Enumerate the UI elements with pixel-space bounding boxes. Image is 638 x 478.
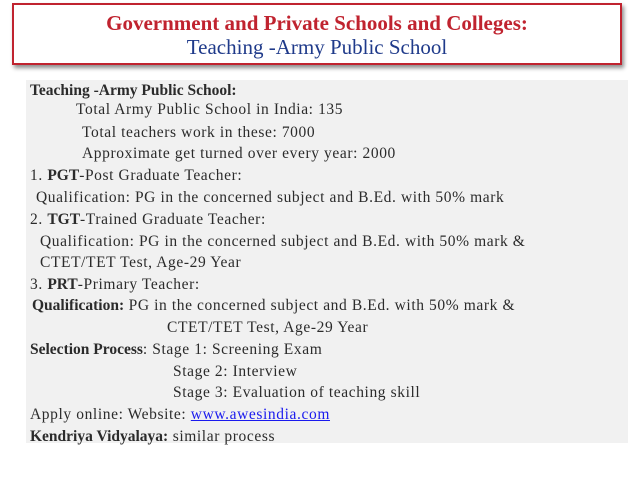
content-panel [26,80,628,443]
pgt-qualification: Qualification: PG in the concerned subject and B.Ed. with 50% mark [36,189,505,206]
prt-qualification-1 [32,296,515,316]
tgt-abbr: TGT [47,211,81,228]
selection-stage-1: : Stage 1: Screening Exam [142,341,323,358]
title-line-1: Government and Private Schools and Colleges: [106,11,528,35]
pgt-abbr: PGT [47,167,80,184]
prt-qualification-2: CTET/TET Test, Age-29 Year [167,319,369,336]
prt-abbr: PRT [47,276,78,293]
tgt-qualification-1: Qualification: PG in the concerned subject and B.Ed. with 50% mark & [40,233,526,250]
selection-label: Selection Process [30,341,143,358]
prt-heading [30,275,200,295]
selection-stage-3: Stage 3: Evaluation of teaching skill [173,384,421,401]
website-link[interactable]: www.awesindia.com [190,406,330,423]
tgt-heading [30,210,266,230]
kv-text: similar process [168,428,276,445]
content-heading: Teaching -Army Public School: [30,82,237,99]
prt-qualification-text: PG in the concerned subject and B.Ed. with 50% mark & [128,297,516,314]
stat-total-teachers: Total teachers work in these: 7000 [82,124,316,141]
stat-total-schools: Total Army Public School in India: 135 [76,101,344,118]
apply-online [30,405,330,425]
kv-label: Kendriya Vidyalaya: [30,428,169,445]
prt-title: -Primary Teacher: [77,276,200,293]
apply-text: Apply online: Website: [30,406,191,423]
title-line-2: Teaching -Army Public School [186,35,448,59]
pgt-title: -Post Graduate Teacher: [79,167,243,184]
prt-qualification-label: Qualification: [32,297,125,314]
tgt-title: -Trained Graduate Teacher: [80,211,266,228]
pgt-number: 1. [30,167,43,184]
prt-number: 3. [30,276,43,293]
tgt-number: 2. [30,211,43,228]
selection-process [30,340,322,360]
pgt-heading [30,166,242,186]
kendriya-vidyalaya [30,427,275,447]
title-box [12,3,622,65]
tgt-qualification-2: CTET/TET Test, Age-29 Year [40,254,242,271]
selection-stage-2: Stage 2: Interview [173,363,298,380]
stat-turnover: Approximate get turned over every year: 2000 [82,145,396,162]
